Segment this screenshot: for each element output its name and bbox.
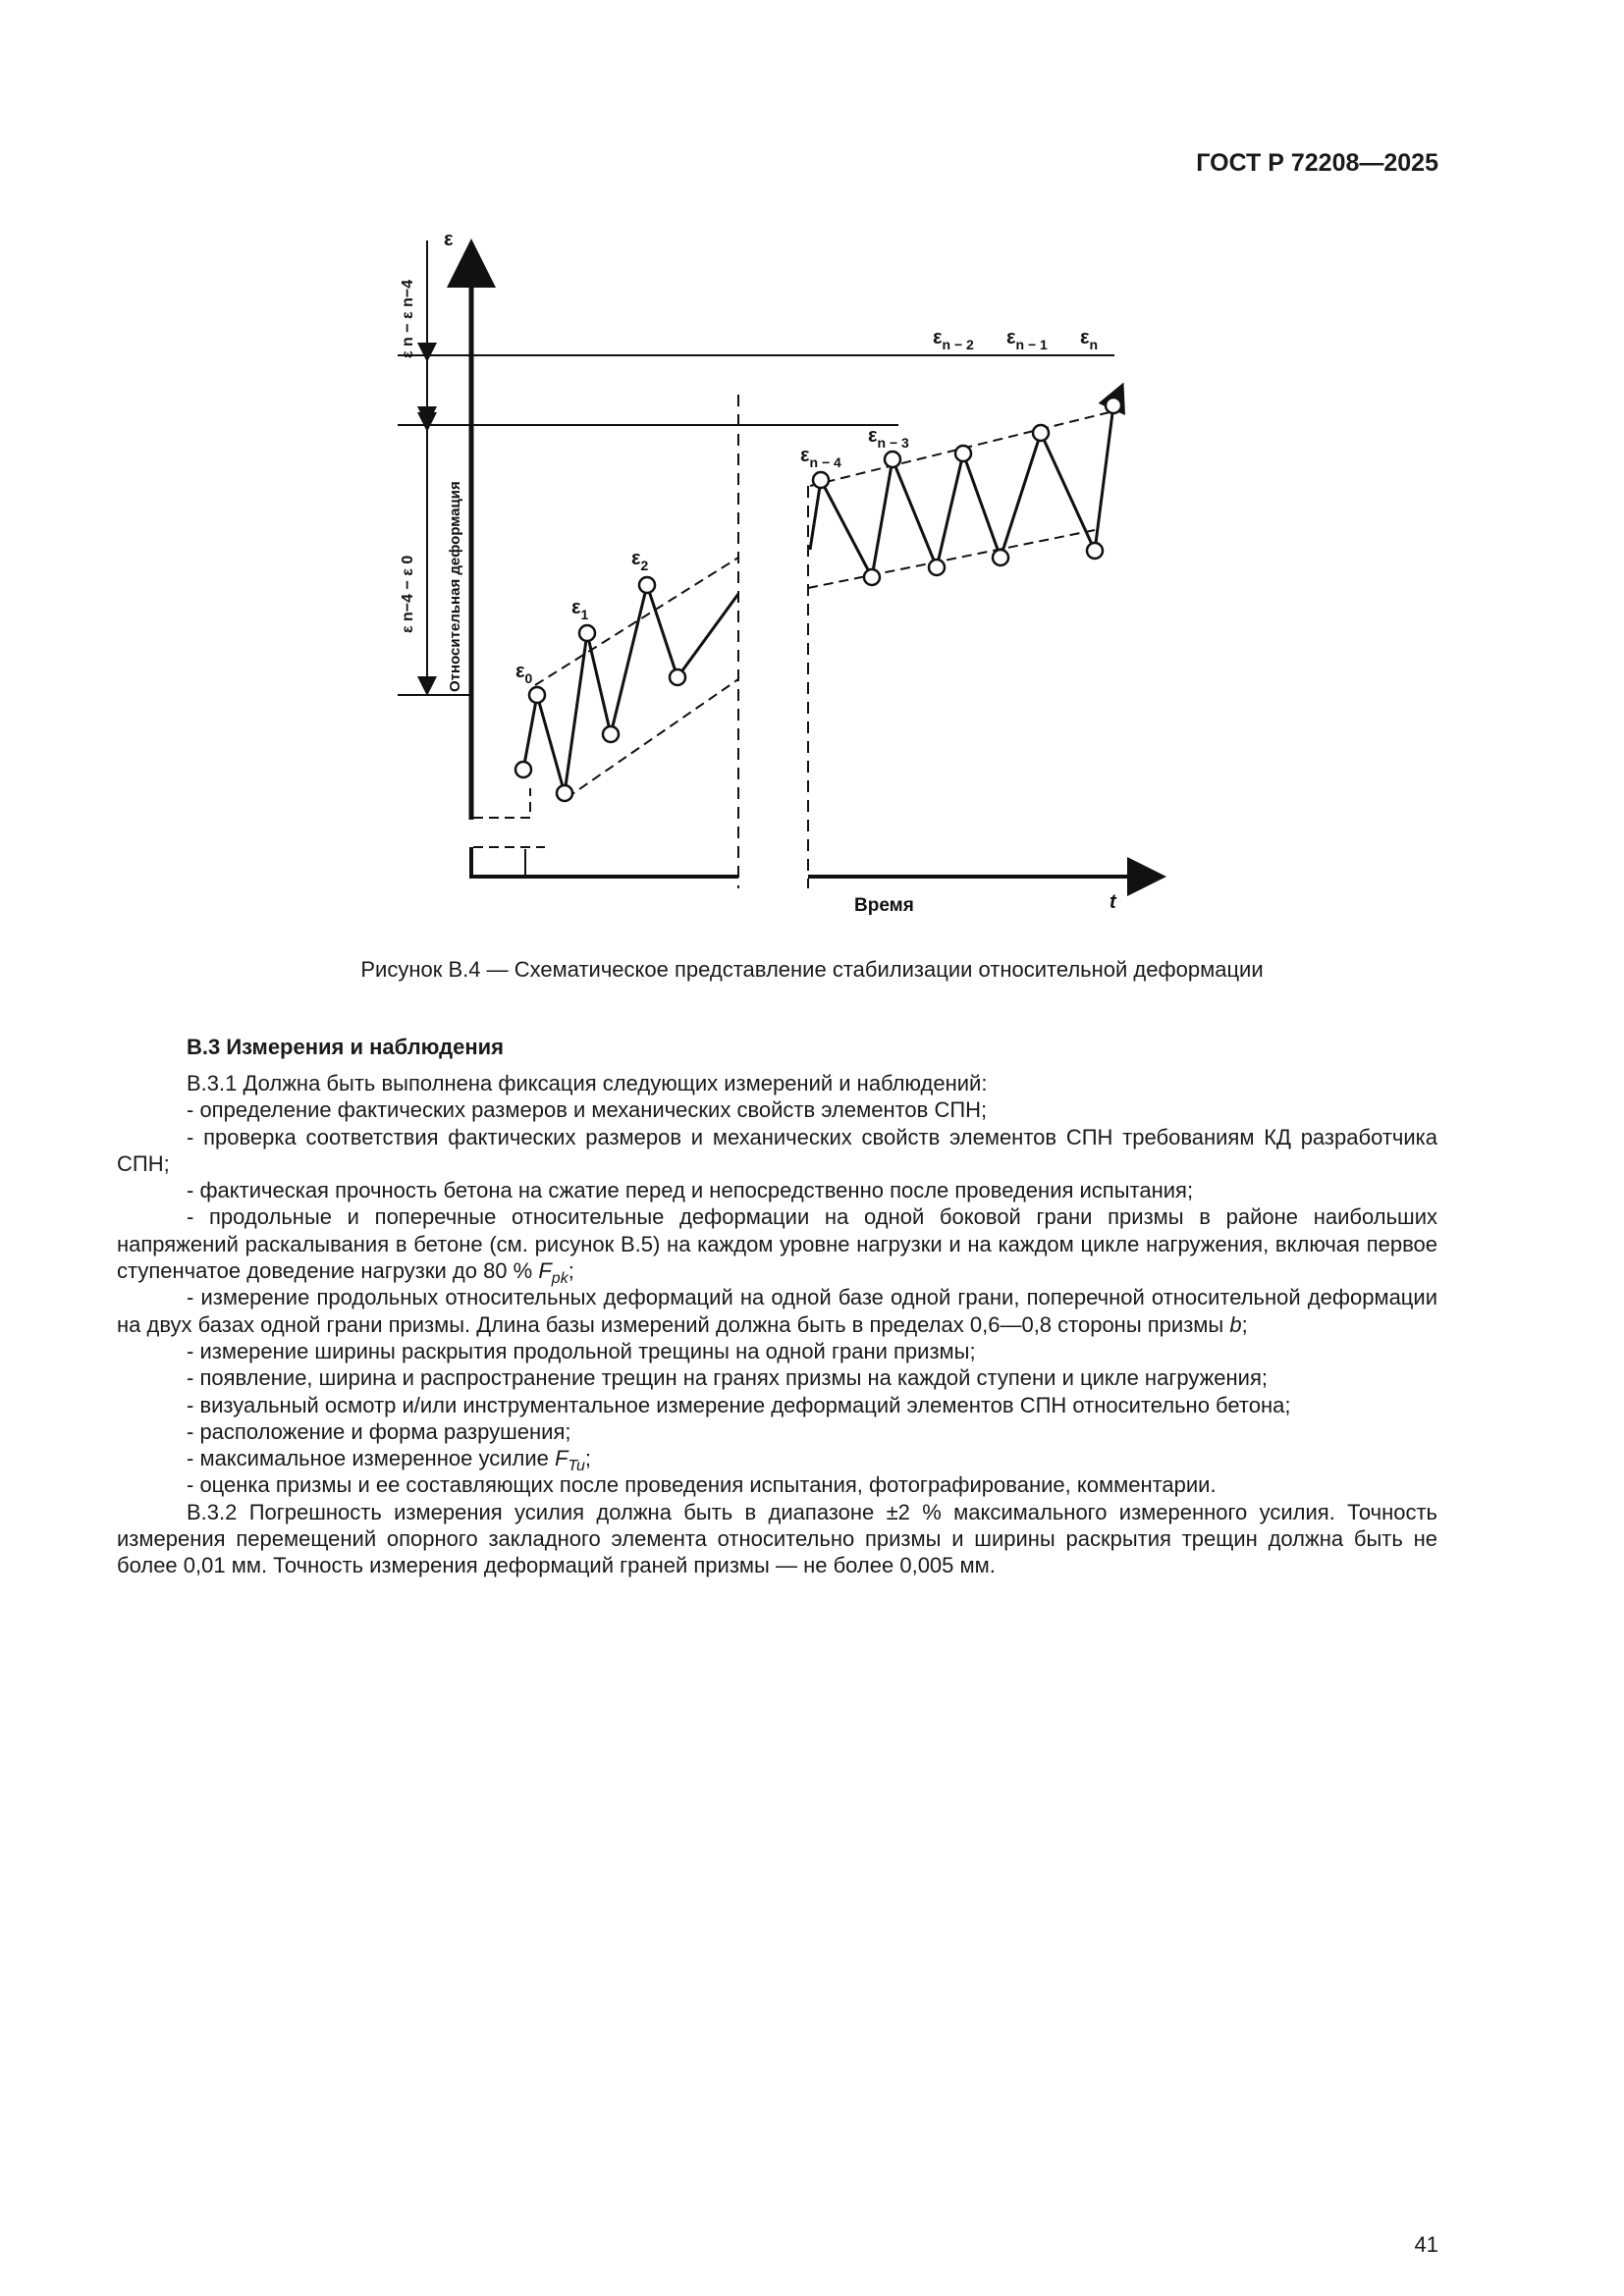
- point-marker: [557, 785, 572, 801]
- label-e1: $\varepsilon_1$: [571, 597, 589, 622]
- point-marker: [1087, 543, 1103, 559]
- point-marker-e2: [639, 577, 655, 593]
- strain-stabilization-diagram: [353, 221, 1198, 947]
- list-item: - оценка призмы и ее составляющих после проведения испытания, фотографирование, комментарии.: [187, 1472, 1217, 1498]
- point-marker: [603, 726, 619, 742]
- list-item: - определение фактических размеров и механических свойств элементов СПН;: [187, 1097, 988, 1123]
- list-item: - продольные и поперечные относительные деформации на одной боковой грани призмы в районе наибольших напряжений раскалывания в бетоне (см. рисунок В.5) на каждом уровне нагрузки и на каждом цикле нагружения, включая первое ступенчатое доведение нагрузки до 80 % $F_{pk}$;: [117, 1204, 1437, 1288]
- list-item: - максимальное измеренное усилие $F_{Tu}$;: [187, 1446, 592, 1475]
- point-marker-en2: [955, 446, 971, 461]
- point-marker-en4: [813, 472, 829, 488]
- page-number: 41: [1414, 2232, 1438, 2257]
- label-en3: $\varepsilon_{n - 3}$: [868, 425, 909, 451]
- list-item: - появление, ширина и распространение трещин на гранях призмы на каждой ступени и цикле нагружения;: [187, 1365, 1268, 1391]
- label-en: $\varepsilon_n$: [1080, 327, 1099, 352]
- list-item: - измерение продольных относительных деформаций на одной базе одной грани, поперечной относительной деформации на двух базах одной грани призмы. Длина базы измерений должна быть в пределах 0,6—0,8 стороны призмы b;: [117, 1285, 1437, 1337]
- point-marker-e0: [529, 687, 545, 703]
- list-item: - измерение ширины раскрытия продольной трещины на одной грани призмы;: [187, 1338, 976, 1363]
- point-marker-en1: [1033, 425, 1049, 441]
- section-body: [117, 1070, 1437, 1579]
- x-axis-symbol: t: [1110, 891, 1116, 913]
- label-en2: $\varepsilon_{n - 2}$: [933, 327, 974, 352]
- point-marker-e1: [579, 625, 595, 641]
- dim-label-upper: ε n − ε n−4: [400, 279, 416, 358]
- point-marker: [929, 560, 945, 575]
- point-marker-en3: [885, 452, 900, 467]
- label-en1: $\varepsilon_{n - 1}$: [1006, 327, 1048, 352]
- list-item: - фактическая прочность бетона на сжатие перед и непосредственно после проведения испытания;: [187, 1178, 1194, 1203]
- section-heading: В.3 Измерения и наблюдения: [187, 1035, 505, 1059]
- point-marker: [993, 550, 1008, 565]
- paragraph: В.3.2 Погрешность измерения усилия должна быть в диапазоне ±2 % максимального измеренного усилия. Точность измерения перемещений опорного закладного элемента относительно призмы и ширины раскрытия трещин должна быть не более 0,01 мм. Точность измерения деформаций граней призмы — не более 0,005 мм.: [117, 1499, 1437, 1578]
- list-item: - визуальный осмотр и/или инструментальное измерение деформаций элементов СПН относительно бетона;: [187, 1392, 1291, 1417]
- list-item: - расположение и форма разрушения;: [187, 1418, 571, 1444]
- label-e2: $\varepsilon_2$: [631, 548, 649, 573]
- strain-curve-right: [810, 405, 1113, 577]
- strain-curve-left: [523, 585, 738, 793]
- label-en4: $\varepsilon_{n - 4}$: [800, 445, 841, 470]
- y-axis-label: Относительная деформация: [447, 481, 463, 692]
- x-axis-label: Время: [854, 895, 914, 916]
- dim-label-lower: ε n−4 − ε 0: [400, 555, 416, 633]
- x-axis-left: [471, 847, 738, 877]
- document-code-header: ГОСТ Р 72208—2025: [1196, 149, 1438, 177]
- point-marker: [515, 762, 531, 777]
- label-e0: $\varepsilon_0$: [515, 661, 533, 686]
- list-item: - проверка соответствия фактических размеров и механических свойств элементов СПН требованиям КД разработчика СПН;: [117, 1124, 1437, 1176]
- point-marker: [670, 669, 685, 685]
- figure-caption: Рисунок В.4 — Схематическое представление стабилизации относительной деформации: [360, 957, 1264, 982]
- point-marker: [864, 569, 880, 585]
- paragraph: В.3.1 Должна быть выполнена фиксация следующих измерений и наблюдений:: [187, 1071, 988, 1095]
- point-marker-en: [1106, 398, 1121, 413]
- y-axis-symbol: ε: [444, 229, 454, 250]
